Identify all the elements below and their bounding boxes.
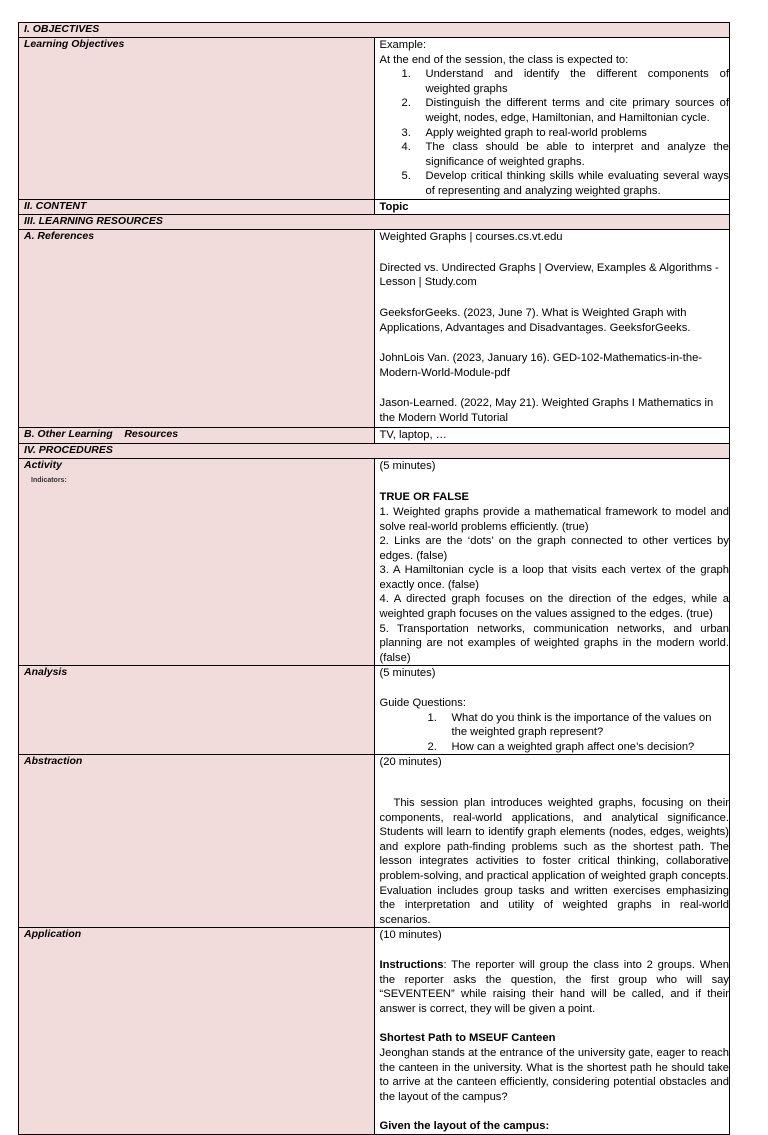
abstraction-text: This session plan introduces weighted graphs, focusing on their components, real-world applications, and analytical significance. Students will learn to identify graph elements (nodes, edges, weights) and explore path-finding problems such as the shortest path. The lesson integrates activities to foster critical thinking, collaborative problem-solving, and practical application of weighted graph concepts. Evaluation includes group tasks and written exercises emphasizing the interpretation and utility of weighted graphs in real-world scenarios.: [379, 797, 729, 926]
instructions-text: : The reporter will group the class into 2 groups. When the reporter asks the question, the first group who will say “SEVENTEEN” while raising their hand will be called, and if their answer is correct, they will be given a point.: [379, 958, 729, 1015]
true-false-item: 3. A Hamiltonian cycle is a loop that visits each vertex of the graph exactly once. (false): [379, 564, 729, 591]
abstraction-cell: [374, 755, 730, 928]
references-cell: [374, 230, 730, 428]
objective-item: 1. Understand and identify the different components of weighted graphs: [401, 68, 729, 95]
references-row: [19, 230, 730, 428]
resources-header-row: [19, 215, 730, 230]
objective-item: 4. The class should be able to interpret and analyze the significance of weighted graphs.: [401, 141, 729, 168]
objectives-list: [380, 67, 730, 198]
other-resources-label: B. Other Learning Resources: [19, 428, 375, 444]
problem-text: Jeonghan stands at the entrance of the university gate, eager to reach the canteen in the university. What is the shortest path he should take to arrive at the canteen efficiently, considering potential obstacles and the layout of the campus?: [379, 1046, 729, 1103]
analysis-label: Analysis: [19, 666, 375, 755]
references-label: A. References: [19, 230, 375, 428]
indicators-label: Indicators:: [31, 476, 67, 484]
content-row: [19, 199, 730, 215]
activity-cell: [374, 458, 730, 666]
resources-section-title: III. LEARNING RESOURCES: [19, 215, 730, 230]
analysis-cell: [374, 666, 730, 755]
instructions-label: Instructions: [379, 958, 444, 971]
true-false-item: 2. Links are the ‘dots’ on the graph connected to other vertices by edges. (false): [379, 535, 729, 562]
abstraction-label: Abstraction: [19, 755, 375, 928]
activity-time: (5 minutes): [379, 459, 436, 472]
reference-item: JohnLois Van. (2023, January 16). GED-102-Mathematics-in-the-Modern-World-Module-pdf: [379, 352, 703, 379]
instructions-paragraph: [380, 958, 730, 1016]
other-resources-row: [19, 428, 730, 444]
reference-item: Weighted Graphs | courses.cs.vt.edu: [379, 231, 563, 244]
objective-item: 2. Distinguish the different terms and cite primary sources of weight, nodes, edge, Hamiltonian, and Hamiltonian cycle.: [401, 97, 729, 124]
campus-layout-title: Given the layout of the campus:: [379, 1120, 550, 1133]
objectives-header-row: [19, 23, 730, 38]
application-time: (10 minutes): [379, 929, 442, 942]
reference-item: Directed vs. Undirected Graphs | Overview, Examples & Algorithms - Lesson | Study.com: [379, 261, 719, 289]
activity-heading: TRUE OR FALSE: [379, 491, 470, 504]
application-row: [19, 928, 730, 1135]
problem-title: Shortest Path to MSEUF Canteen: [379, 1032, 556, 1045]
abstraction-time: (20 minutes): [379, 756, 442, 769]
analysis-row: [19, 666, 730, 755]
other-resources-value: TV, laptop, …: [374, 428, 730, 444]
reference-item: GeeksforGeeks. (2023, June 7). What is Weighted Graph with Applications, Advantages and Disadvantages. GeeksforGeeks.: [379, 306, 691, 334]
analysis-time: (5 minutes): [379, 667, 436, 680]
application-label: Application: [19, 928, 375, 1135]
learning-objectives-row: [19, 38, 730, 200]
lesson-plan-table: [18, 22, 730, 1135]
true-false-item: 1. Weighted graphs provide a mathematical framework to model and solve real-world problems efficiently. (true): [379, 505, 729, 533]
objectives-section-title: I. OBJECTIVES: [19, 23, 730, 38]
guide-questions-title: Guide Questions:: [379, 697, 466, 710]
objective-item: 3. Apply weighted graph to real-world problems: [401, 126, 647, 139]
application-cell: [374, 928, 730, 1135]
objective-item: 5. Develop critical thinking skills while evaluating several ways of representing and analyzing weighted graphs.: [401, 170, 729, 197]
guide-question-item: 2. How can a weighted graph affect one’s decision?: [427, 740, 695, 753]
content-topic: Topic: [374, 199, 730, 215]
true-false-item: 4. A directed graph focuses on the direction of the edges, while a weighted graph focuses on the values assigned to the edges. (true): [379, 593, 729, 621]
true-false-item: 5. Transportation networks, communication networks, and urban planning are not examples of weighted graphs in the modern world. (false): [379, 622, 729, 664]
objectives-intro: At the end of the session, the class is expected to:: [379, 53, 629, 66]
abstraction-row: [19, 755, 730, 928]
activity-label: Activity: [24, 458, 62, 471]
content-section-title: II. CONTENT: [19, 199, 375, 215]
example-label: Example:: [379, 39, 427, 51]
reference-item: Jason-Learned. (2022, May 21). Weighted Graphs I Mathematics in the Modern World Tutorial: [379, 397, 714, 424]
activity-label-cell: [19, 458, 375, 666]
guide-question-item: 1. What do you think is the importance of the values on the weighted graph represent?: [427, 711, 712, 739]
procedures-header-row: [19, 443, 730, 458]
procedures-section-title: IV. PROCEDURES: [19, 443, 730, 458]
learning-objectives-cell: [374, 38, 730, 200]
learning-objectives-label: Learning Objectives: [19, 38, 375, 200]
guide-questions-list: [380, 711, 730, 755]
activity-row: [19, 458, 730, 666]
